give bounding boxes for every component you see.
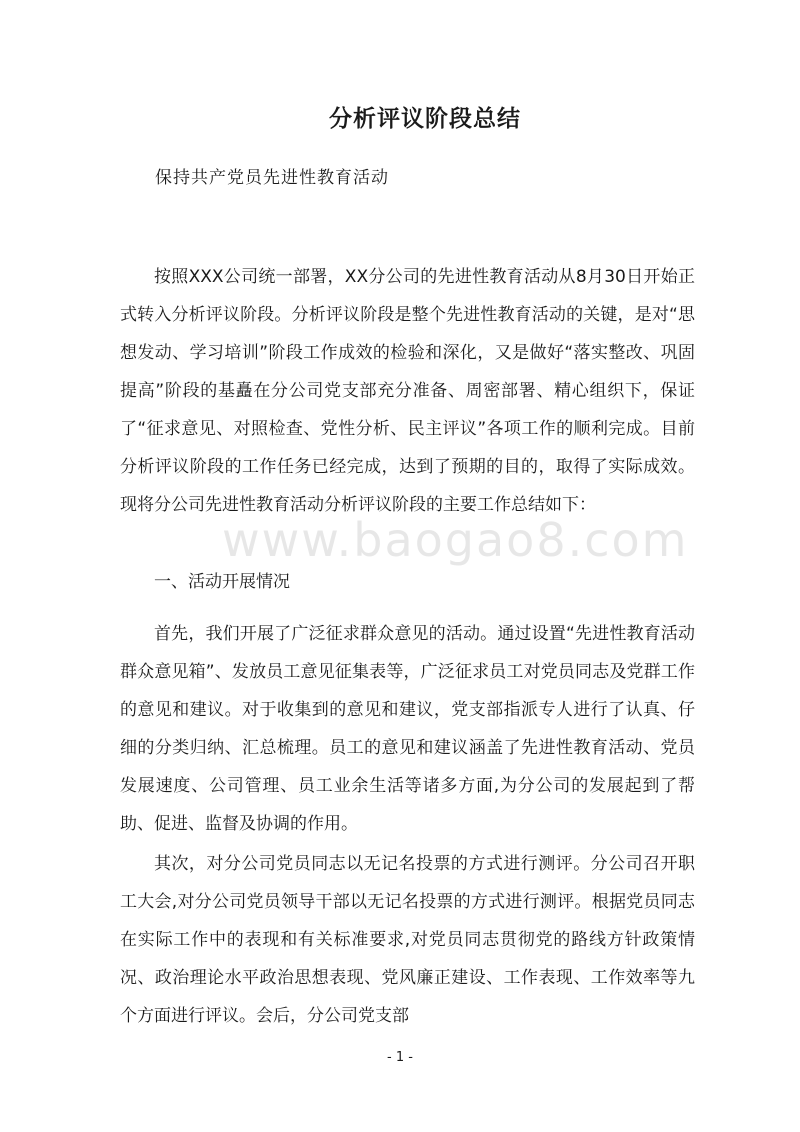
- section-heading: 一、活动开展情况: [154, 572, 290, 592]
- section-heading-block: [120, 563, 695, 601]
- document-subtitle: 保持共产党员先进性教育活动: [155, 168, 389, 188]
- body-paragraph-2-block: [120, 615, 695, 843]
- document-title: 分析评议阶段总结: [329, 106, 521, 132]
- body-paragraph: 其次，对分公司党员同志以无记名投票的方式进行测评。分公司召开职工大会,对分公司党员领导干部以无记名投票的方式进行测评。根据党员同志在实际工作中的表现和有关标准要求,对党员同志贯彻党的路线方针政策情况、政治理论水平政治思想表现、党风廉正建设、工作表现、工作效率等九个方面进行评议。会后，分公司党支部: [120, 854, 695, 1026]
- body-paragraph-3-block: [120, 845, 695, 1035]
- body-paragraph: 按照XXX公司统一部署，XX分公司的先进性教育活动从8月30日开始正式转入分析评议阶段。分析评议阶段是整个先进性教育活动的关键，是对“思想发动、学习培训”阶段工作成效的检验和深化，又是做好“落实整改、巩固提高”阶段的基矗在分公司党支部充分准备、周密部署、精心组织下，保证了“征求意见、对照检查、党性分析、民主评议”各项工作的顺利完成。目前分析评议阶段的工作任务已经完成，达到了预期的目的，取得了实际成效。现将分公司先进性教育活动分析评议阶段的主要工作总结如下：: [120, 267, 695, 515]
- body-paragraph-1-block: [120, 258, 695, 524]
- page-number: - 1 -: [387, 1050, 413, 1065]
- watermark: www.baogao8.com: [222, 513, 689, 567]
- body-paragraph: 首先，我们开展了广泛征求群众意见的活动。通过设置“先进性教育活动群众意见箱”、发放员工意见征集表等，广泛征求员工对党员同志及党群工作的意见和建议。对于收集到的意见和建议，党支部指派专人进行了认真、仔细的分类归纳、汇总梳理。员工的意见和建议涵盖了先进性教育活动、党员发展速度、公司管理、员工业余生活等诸多方面,为分公司的发展起到了帮助、促进、监督及协调的作用。: [120, 624, 695, 834]
